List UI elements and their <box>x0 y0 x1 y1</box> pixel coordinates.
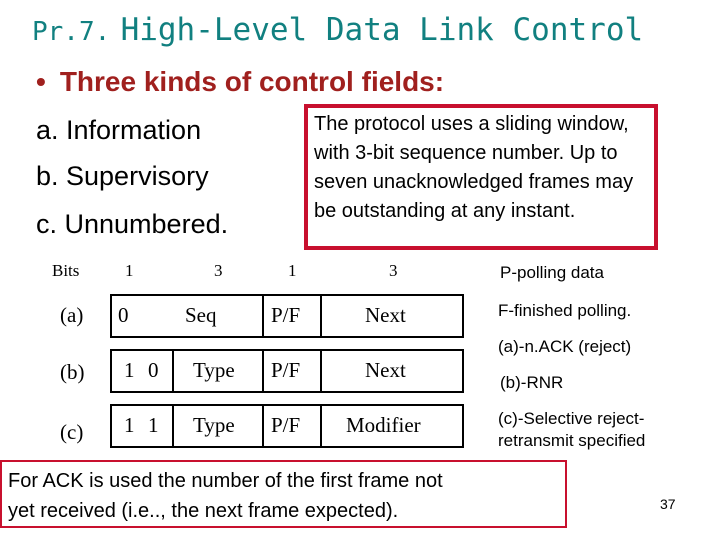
divider <box>320 349 322 393</box>
divider <box>172 404 174 448</box>
divider <box>320 294 322 338</box>
row-label-a: (a) <box>60 303 84 327</box>
divider <box>172 349 174 393</box>
cell-a-pf: P/F <box>271 303 301 327</box>
divider <box>262 294 264 338</box>
bits-3: 3 <box>214 261 223 280</box>
legend-a: (a)-n.ACK (reject) <box>498 337 632 356</box>
bullet-dot: • <box>36 66 46 97</box>
row-label-c: (c) <box>60 420 84 444</box>
divider <box>320 404 322 448</box>
divider <box>262 349 264 393</box>
title-prefix: Pr.7. <box>32 17 111 47</box>
bullet-line <box>36 64 444 100</box>
bullet-text: Three kinds of control fields: <box>59 66 445 97</box>
cell-c-bit2: 1 <box>148 413 159 437</box>
divider <box>262 404 264 448</box>
cell-a-seq: Seq <box>185 303 217 327</box>
bits-1b: 1 <box>288 261 297 280</box>
legend-b: (b)-RNR <box>500 373 564 392</box>
kind-information: a. Information <box>36 115 202 145</box>
cell-b-bit1: 1 <box>124 358 135 382</box>
cell-b-pf: P/F <box>271 358 301 382</box>
slide-title <box>32 6 643 54</box>
cell-c-type: Type <box>193 413 235 437</box>
row-label-b: (b) <box>60 360 85 384</box>
cell-b-bit2: 0 <box>148 358 159 382</box>
legend-f: F-finished polling. <box>498 301 632 320</box>
ack-note-line2: yet received (i.e.., the next frame expected). <box>8 500 399 522</box>
cell-c-modifier: Modifier <box>346 413 421 437</box>
cell-b-next: Next <box>365 358 406 382</box>
cell-c-bit1: 1 <box>124 413 135 437</box>
ack-note <box>8 466 443 526</box>
kind-supervisory: b. Supervisory <box>36 161 209 191</box>
title-main: High-Level Data Link Control <box>120 12 644 48</box>
legend-c2: retransmit specified <box>498 431 646 450</box>
cell-a-bit: 0 <box>118 303 129 327</box>
bits-1: 1 <box>125 261 134 280</box>
cell-a-next: Next <box>365 303 406 327</box>
bits-label: Bits <box>52 261 80 280</box>
cell-b-type: Type <box>193 358 235 382</box>
bits-3b: 3 <box>389 261 398 280</box>
kind-unnumbered: c. Unnumbered. <box>36 209 229 239</box>
ack-note-line1: For ACK is used the number of the first frame not <box>8 470 443 492</box>
legend-c1: (c)-Selective reject- <box>498 409 645 428</box>
sliding-window-note: The protocol uses a sliding window, with 3-bit sequence number. Up to seven unacknowledged frames may be outstanding at any instant. <box>304 104 658 250</box>
cell-c-pf: P/F <box>271 413 301 437</box>
page-number: 37 <box>660 496 676 512</box>
legend-p: P-polling data <box>500 263 604 282</box>
